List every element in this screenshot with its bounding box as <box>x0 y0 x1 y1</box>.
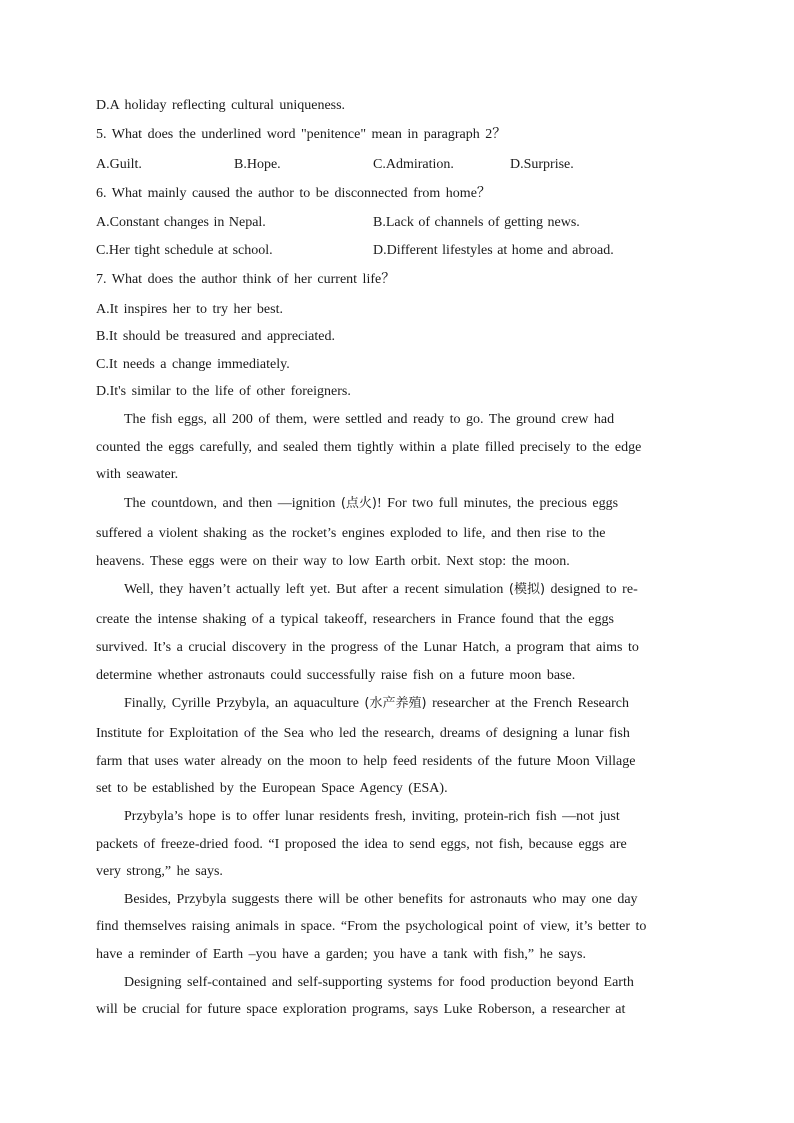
passage-p6-line2: find themselves raising animals in space. “From the psychological point of view, it’s better to <box>96 919 647 934</box>
passage-p4-line3: farm that uses water already on the moon to help feed residents of the future Moon Village <box>96 754 636 769</box>
passage-p4-line1-text-a: Finally, Cyrille Przybyla, an aquaculture <box>124 696 365 711</box>
q7-option-a: A.It inspires her to try her best. <box>96 302 283 317</box>
passage-p4-line1-text-b: researcher at the French Research <box>426 696 629 711</box>
passage-p3-line1 <box>124 581 638 599</box>
q6-stem: 6. What mainly caused the author to be disconnected from home？ <box>96 186 491 201</box>
passage-p6-line1: Besides, Przybyla suggests there will be other benefits for astronauts who may one day <box>124 892 638 907</box>
q6-option-d: D.Different lifestyles at home and abroad. <box>373 243 614 258</box>
q5-option-d: D.Surprise. <box>510 157 574 172</box>
passage-p2-line3: heavens. These eggs were on their way to low Earth orbit. Next stop: the moon. <box>96 554 570 569</box>
q7-option-d: D.It's similar to the life of other foreigners. <box>96 384 351 399</box>
passage-p7-line2: will be crucial for future space exploration programs, says Luke Roberson, a researcher at <box>96 1002 626 1017</box>
q6-option-c: C.Her tight schedule at school. <box>96 243 273 258</box>
passage-p2-line2: suffered a violent shaking as the rocket’s engines exploded to life, and then rise to the <box>96 526 606 541</box>
passage-p6-line3: have a reminder of Earth –you have a garden; you have a tank with fish,” he says. <box>96 947 586 962</box>
q5-option-b: B.Hope. <box>234 157 281 172</box>
passage-p2-gloss-ignition: (点火) <box>340 496 378 511</box>
q7-option-b: B.It should be treasured and appreciated. <box>96 329 335 344</box>
q5-stem: 5. What does the underlined word "penitence" mean in paragraph 2？ <box>96 127 507 142</box>
passage-p3-line1-text-b: designed to re- <box>545 582 638 597</box>
passage-p5-line2: packets of freeze-dried food. “I proposed the idea to send eggs, not fish, because eggs are <box>96 837 627 852</box>
passage-p7-line1: Designing self-contained and self-supporting systems for food production beyond Earth <box>124 975 634 990</box>
passage-p2-line1 <box>124 495 618 513</box>
passage-p4-line4: set to be established by the European Space Agency (ESA). <box>96 781 448 796</box>
q5-option-c: C.Admiration. <box>373 157 454 172</box>
passage-p4-line2: Institute for Exploitation of the Sea who led the research, dreams of designing a lunar fish <box>96 726 630 741</box>
passage-p2-line1-text-a: The countdown, and then —ignition <box>124 496 341 511</box>
q7-option-c: C.It needs a change immediately. <box>96 357 290 372</box>
passage-p3-gloss-simulation: (模拟) <box>508 582 546 597</box>
passage-p2-line1-text-b: ! For two full minutes, the precious eggs <box>377 496 619 511</box>
q6-option-a: A.Constant changes in Nepal. <box>96 215 266 230</box>
passage-p3-line4: determine whether astronauts could successfully raise fish on a future moon base. <box>96 668 576 683</box>
q4-option-d: D.A holiday reflecting cultural uniqueness. <box>96 98 346 113</box>
passage-p4-line1 <box>124 695 629 713</box>
q7-stem: 7. What does the author think of her current life？ <box>96 272 396 287</box>
q6-option-b: B.Lack of channels of getting news. <box>373 215 580 230</box>
passage-p5-line1: Przybyla’s hope is to offer lunar residents fresh, inviting, protein-rich fish —not just <box>124 809 620 824</box>
passage-p3-line3: survived. It’s a crucial discovery in the progress of the Lunar Hatch, a program that aims to <box>96 640 639 655</box>
passage-p1-line1: The fish eggs, all 200 of them, were settled and ready to go. The ground crew had <box>124 412 615 427</box>
passage-p1-line2: counted the eggs carefully, and sealed them tightly within a plate filled precisely to the edge <box>96 440 642 455</box>
passage-p4-gloss-aquaculture: (水产养殖) <box>364 696 427 711</box>
passage-p5-line3: very strong,” he says. <box>96 864 223 879</box>
passage-p1-line3: with seawater. <box>96 467 179 482</box>
passage-p3-line1-text-a: Well, they haven’t actually left yet. But after a recent simulation <box>124 582 509 597</box>
passage-p3-line2: create the intense shaking of a typical takeoff, researchers in France found that the eggs <box>96 612 614 627</box>
q5-option-a: A.Guilt. <box>96 157 142 172</box>
